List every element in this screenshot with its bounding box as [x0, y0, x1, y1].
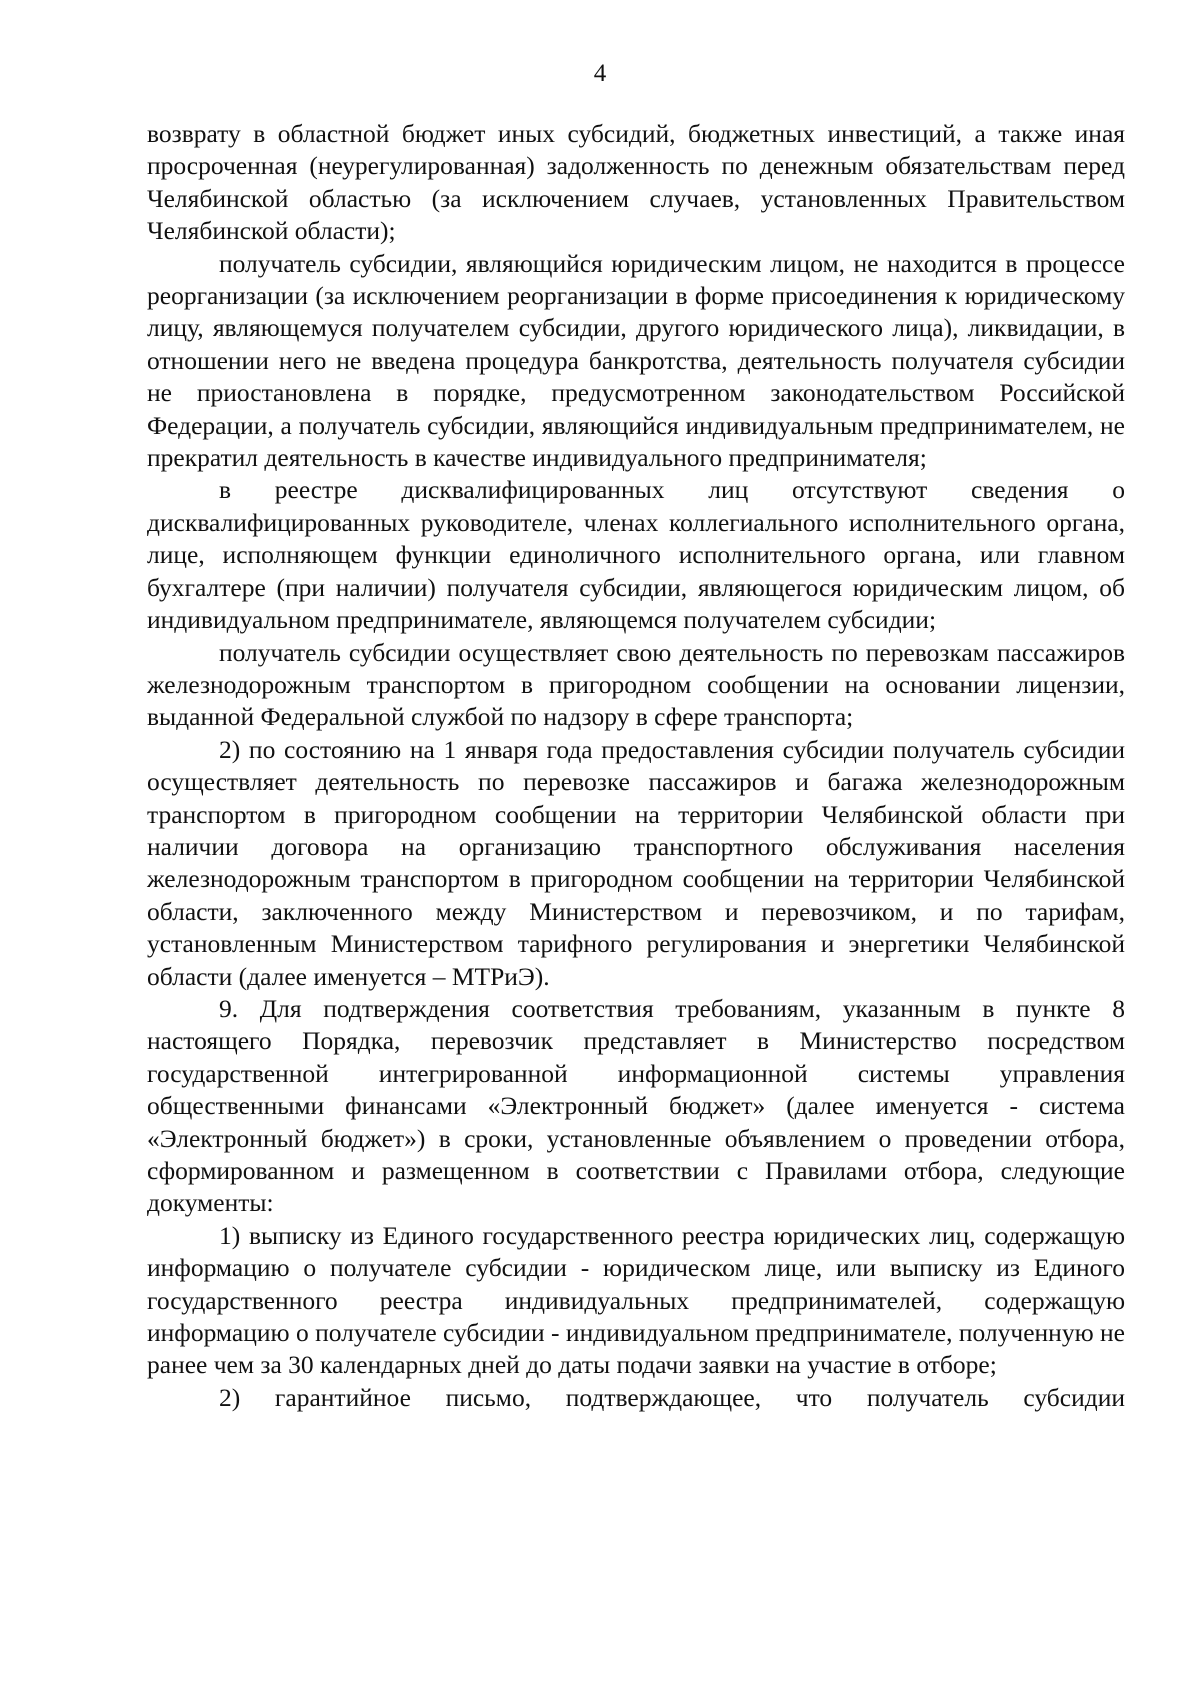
paragraph: 1) выписку из Единого государственного реестра юридических лиц, содержащую информацию о получателе субсидии - юридическом лице, или выписку из Единого государственного реестра индивидуальных предпринимателей, содержащую информацию о получателе субсидии - индивидуальном предпринимателе, полученную не ранее чем за 30 календарных дней до даты подачи заявки на участие в отборе; [147, 1220, 1125, 1380]
paragraph: возврату в областной бюджет иных субсидий, бюджетных инвестиций, а также иная просроченная (неурегулированная) задолженность по денежным обязательствам перед Челябинской областью (за исключением случаев, установленных Правительством Челябинской области); [147, 119, 1125, 246]
paragraph: в реестре дисквалифицированных лиц отсутствуют сведения о дисквалифицированных руководителе, членах коллегиального исполнительного органа, лице, исполняющем функции единоличного исполнительного органа, или главном бухгалтере (при наличии) получателя субсидии, являющегося юридическим лицом, об индивидуальном предпринимателе, являющемся получателем субсидии; [147, 475, 1125, 635]
document-body [147, 118, 1125, 1414]
paragraph: получатель субсидии осуществляет свою деятельность по перевозкам пассажиров железнодорожным транспортом в пригородном сообщении на основании лицензии, выданной Федеральной службой по надзору в сфере транспорта; [147, 637, 1125, 732]
paragraph: 9. Для подтверждения соответствия требованиям, указанным в пункте 8 настоящего Порядка, перевозчик представляет в Министерство посредством государственной интегрированной информационной системы управления общественными финансами «Электронный бюджет» (далее именуется - система «Электронный бюджет») в сроки, установленные объявлением о проведении отбора, сформированном и размещенном в соответствии с Правилами отбора, следующие документы: [147, 993, 1125, 1218]
page-number: 4 [593, 60, 607, 87]
paragraph: 2) гарантийное письмо, подтверждающее, что получатель субсидии [219, 1382, 1125, 1412]
paragraph: 2) по состоянию на 1 января года предоставления субсидии получатель субсидии осуществляет деятельность по перевозке пассажиров и багажа железнодорожным транспортом в пригородном сообщении на территории Челябинской области при наличии договора на организацию транспортного обслуживания населения железнодорожным транспортом в пригородном сообщении на территории Челябинской области, заключенного между Министерством и перевозчиком, и по тарифам, установленным Министерством тарифного регулирования и энергетики Челябинской области (далее именуется – МТРиЭ). [147, 734, 1125, 991]
paragraph: получатель субсидии, являющийся юридическим лицом, не находится в процессе реорганизации (за исключением реорганизации в форме присоединения к юридическому лицу, являющемуся получателем субсидии, другого юридического лица), ликвидации, в отношении него не введена процедура банкротства, деятельность получателя субсидии не приостановлена в порядке, предусмотренном законодательством Российской Федерации, а получатель субсидии, являющийся индивидуальным предпринимателем, не прекратил деятельность в качестве индивидуального предпринимателя; [147, 248, 1125, 473]
